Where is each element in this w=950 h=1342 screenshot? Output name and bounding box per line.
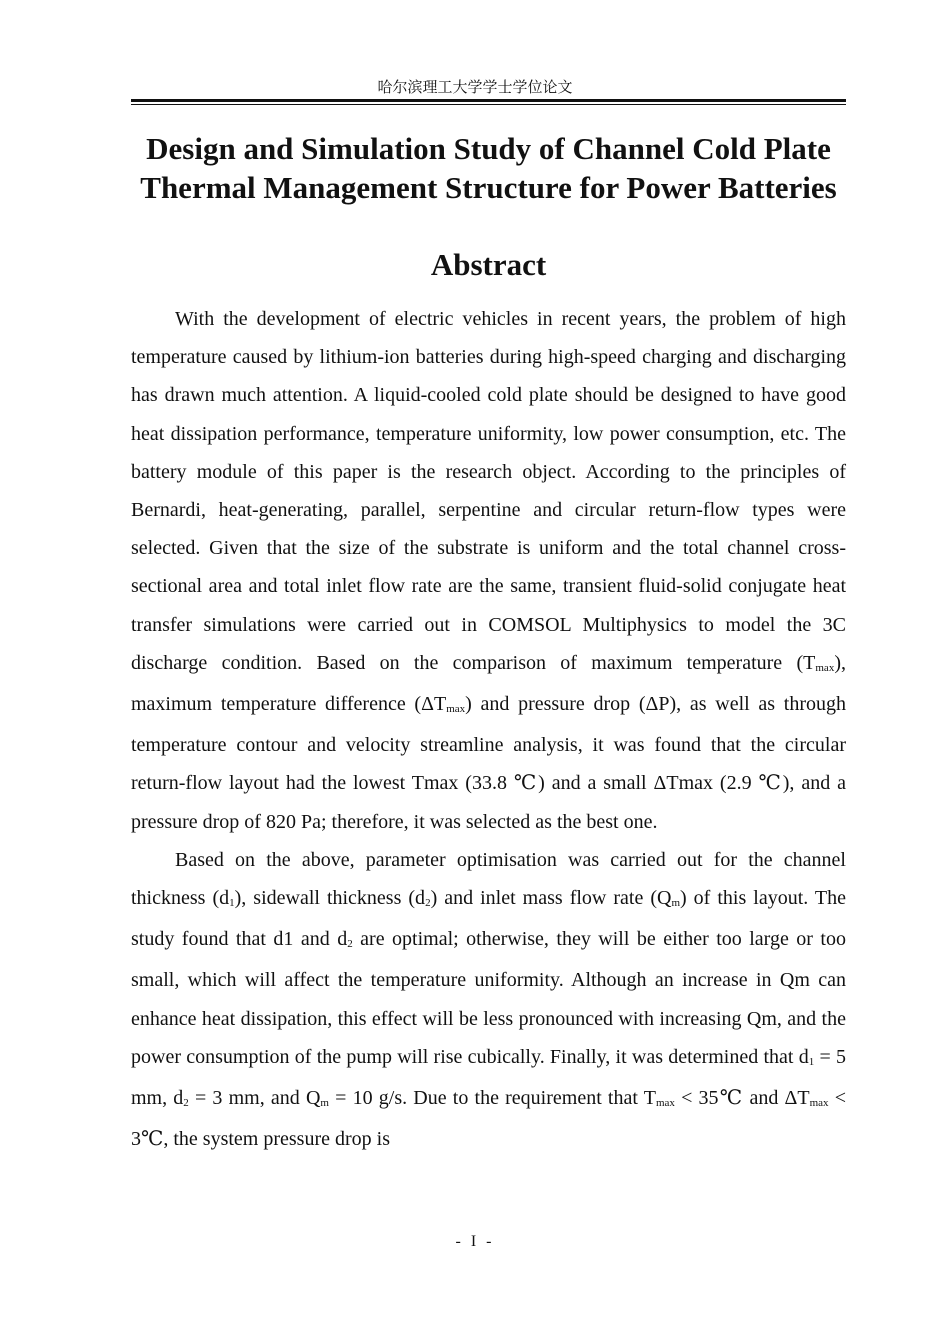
text-run: < 35℃ and ΔT <box>674 1087 810 1110</box>
subscript: 2 <box>347 938 353 951</box>
subscript: m <box>671 897 681 910</box>
text-run: are optimal; otherwise, they will be either too large or too small, which will affect the temperature uniformity. Although an increase in Qm can enhance heat dissipation, this effect will be less pronounced with increasing Qm, and the power consumption of the pump will rise cubically. Finally, it was determined that d <box>131 928 846 1068</box>
header-rule-thin <box>131 104 846 105</box>
text-run: With the development of electric vehicles in recent years, the problem of high temperature caused by lithium-ion batteries during high-speed charging and discharging has drawn much attention. A liquid-cooled cold plate should be designed to have good heat dissipation performance, temperature uniformity, low power consumption, etc. The battery module of this paper is the research object. According to the principles of Bernardi, heat-generating, parallel, serpentine and circular return-flow types were selected. Given that the size of the substrate is uniform and the total channel cross-sectional area and total inlet flow rate are the same, transient fluid-solid conjugate heat transfer simulations were carried out in COMSOL Multiphysics to model the 3C discharge condition. Based on the comparison of maximum temperature (T <box>131 308 846 674</box>
subscript: 2 <box>183 1097 189 1110</box>
text-run: Based on the above, parameter optimisation was carried out for the channel thickness (d <box>131 848 846 910</box>
subscript: max <box>809 1097 829 1110</box>
subscript: max <box>815 661 835 674</box>
text-run: = 3 mm, and Q <box>188 1087 321 1110</box>
abstract-body <box>131 300 846 1158</box>
subscript: max <box>446 703 466 716</box>
text-run: ), maximum temperature difference (ΔT <box>131 651 846 716</box>
abstract-heading: Abstract <box>430 247 547 282</box>
text-run: = 5 mm, d <box>131 1045 846 1110</box>
running-header: 哈尔滨理工大学学士学位论文 <box>377 78 573 96</box>
text-run: = 10 g/s. Due to the requirement that T <box>328 1087 656 1110</box>
text-run: ), sidewall thickness (d <box>234 887 426 910</box>
text-run: ) of this layout. The study found that d1 and d <box>131 887 846 951</box>
paper-title: Design and Simulation Study of Channel Cold Plate Thermal Management Structure for Power Batteries <box>140 131 837 205</box>
text-run: ) and inlet mass flow rate (Q <box>430 887 672 910</box>
subscript: 1 <box>808 1055 815 1068</box>
subscript: 2 <box>425 897 431 910</box>
abstract-paragraph-1 <box>131 300 846 841</box>
text-run: ) and pressure drop (ΔP), as well as through temperature contour and velocity streamline analysis, it was found that the circular return-flow layout had the lowest Tmax (33.8 ℃) and a small ΔTmax (2.9 ℃), and a pressure drop of 820 Pa; therefore, it was selected as the best one. <box>131 693 846 833</box>
subscript: max <box>655 1097 675 1110</box>
subscript: m <box>320 1097 329 1110</box>
header-rule-thick <box>131 99 846 102</box>
text-run: < 3℃, the system pressure drop is <box>131 1087 847 1151</box>
subscript: 1 <box>229 897 235 910</box>
page-number: - I - <box>455 1233 495 1250</box>
abstract-paragraph-2 <box>131 841 846 1159</box>
